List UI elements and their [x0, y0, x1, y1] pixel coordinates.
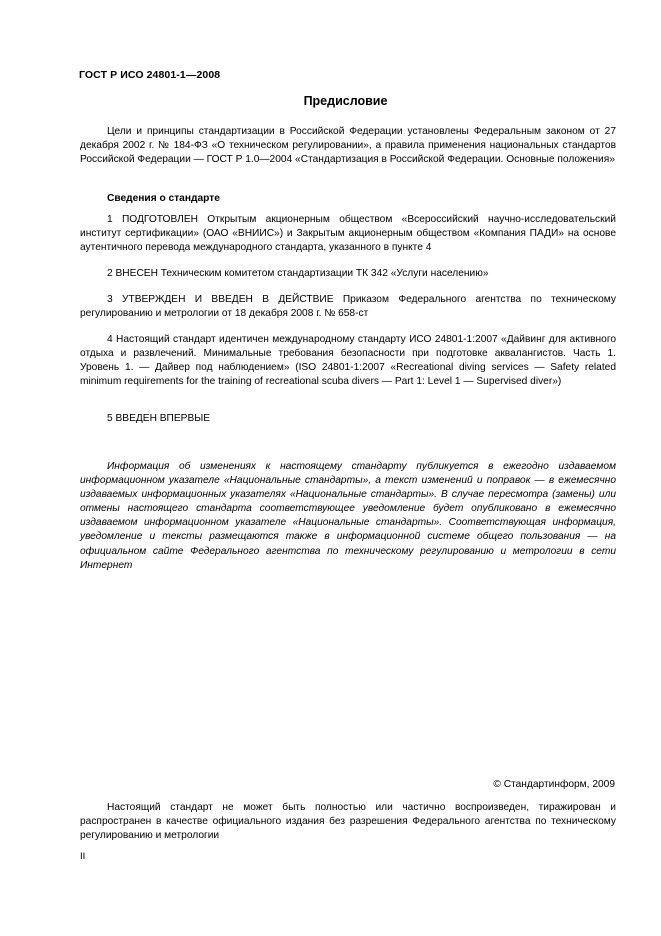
reproduction-notice — [80, 801, 616, 843]
standard-info-heading: Сведения о стандарте — [107, 193, 220, 204]
item-3-text: 3 УТВЕРЖДЕН И ВВЕДЕН В ДЕЙСТВИЕ Приказом Федерального агентства по техническому регулированию и метрологии от 18 декабря 2008 г. № 658-ст — [80, 294, 616, 320]
item-5 — [80, 412, 616, 426]
item-2-text: 2 ВНЕСЕН Техническим комитетом стандартизации ТК 342 «Услуги населению» — [107, 268, 489, 279]
item-2 — [80, 267, 616, 281]
item-3 — [80, 293, 616, 321]
page-title: Предисловие — [303, 94, 388, 108]
reproduction-text: Настоящий стандарт не может быть полностью или частично воспроизведен, тиражирован и распространен в качестве официального издания без разрешения Федерального агентства по техническому регулированию и метрологии — [80, 802, 616, 842]
intro-paragraph — [80, 125, 616, 167]
item-5-text: 5 ВВЕДЕН ВПЕРВЫЕ — [107, 413, 211, 424]
item-4 — [80, 333, 616, 389]
copyright: © Стандартинформ, 2009 — [493, 779, 615, 790]
standard-code: ГОСТ Р ИСО 24801-1—2008 — [79, 69, 221, 81]
intro-text: Цели и принципы стандартизации в Российской Федерации установлены Федеральным законом от 27 декабря 2002 г. № 184-ФЗ «О техническом регулировании», а правила применения национальных стандартов Российской Федерации — ГОСТ Р 1.0—2004 «Стандартизация в Российской Федерации. Основные положения» — [80, 126, 616, 166]
notice-text: Информация об изменениях к настоящему стандарту публикуется в ежегодно издаваемом информационном указателе «Национальные стандарты», а текст изменений и поправок — в ежемесячно издаваемых информационных указателях «Национальные стандарты». В случае пересмотра (замены) или отмены настоящего стандарта соответствующее уведомление будет опубликовано в ежемесячно издаваемом информационном указателе «Национальные стандарты». Соответствующая информация, уведомление и тексты размещаются также в информационной системе общего пользования — на официальном сайте Федерального агентства по техническому регулированию и метрологии в сети Интернет — [80, 461, 616, 571]
item-1-text: 1 ПОДГОТОВЛЕН Открытым акционерным обществом «Всероссийский научно-исследовательский институт сертификации» (ОАО «ВНИИС») и Закрытым акционерным обществом «Компания ПАДИ» на основе аутентичного перевода международного стандарта, указанного в пункте 4 — [80, 214, 616, 254]
item-4-text: 4 Настоящий стандарт идентичен международному стандарту ИСО 24801-1:2007 «Дайвинг для активного отдыха и развлечений. Минимальные требования безопасности при подготовке аквалангистов. Часть 1. Уровень 1. — Дайвер под наблюдением» (ISO 24801-1:2007 «Recreational diving services — Safety related minimum requirements for the training of recreational scuba divers — Part 1: Level 1 — Supervised diver») — [80, 334, 616, 388]
page-number: II — [80, 851, 86, 862]
item-1 — [80, 213, 616, 255]
notice-paragraph — [80, 460, 616, 573]
